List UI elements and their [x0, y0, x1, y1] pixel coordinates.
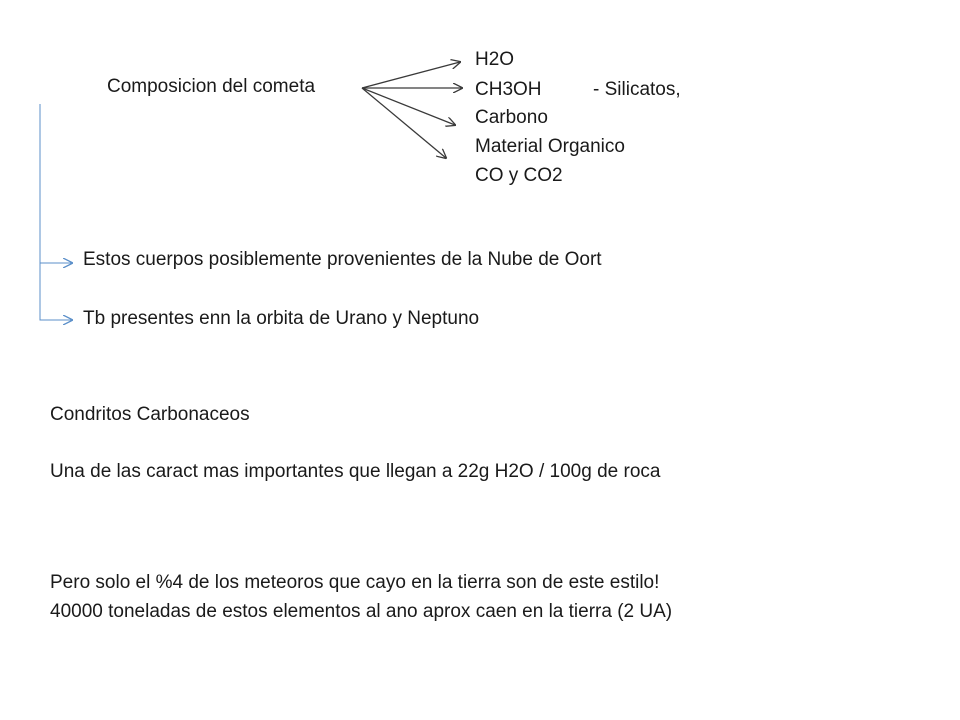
chondrites-title: Condritos Carbonaceos [50, 404, 250, 425]
comet-composition-heading: Composicion del cometa [107, 76, 316, 97]
composition-item-co-co2: CO y CO2 [475, 165, 563, 186]
meteors-text-line2: 40000 toneladas de estos elementos al ano aprox caen en la tierra (2 UA) [50, 601, 673, 622]
origin-oort-text: Estos cuerpos posiblemente provenientes de la Nube de Oort [83, 249, 602, 270]
composition-item-material-organico: Material Organico [475, 136, 625, 157]
bracket-arrow-oort [40, 104, 72, 263]
chondrites-text: Una de las caract mas importantes que llegan a 22g H2O / 100g de roca [50, 461, 661, 482]
composition-item-ch3oh: CH3OH [475, 79, 542, 100]
composition-item-h2o: H2O [475, 49, 515, 70]
composition-side-note: - Silicatos, [593, 79, 681, 100]
origin-urano-text: Tb presentes enn la orbita de Urano y Neptuno [83, 308, 480, 329]
bracket-arrow-urano [40, 263, 72, 320]
arrow-to-carbono [362, 88, 455, 125]
arrow-to-material-organico [362, 88, 446, 158]
meteors-text-line1: Pero solo el %4 de los meteoros que cayo en la tierra son de este estilo! [50, 572, 660, 593]
composition-item-carbono: Carbono [475, 107, 548, 128]
arrow-to-h2o [362, 62, 460, 88]
